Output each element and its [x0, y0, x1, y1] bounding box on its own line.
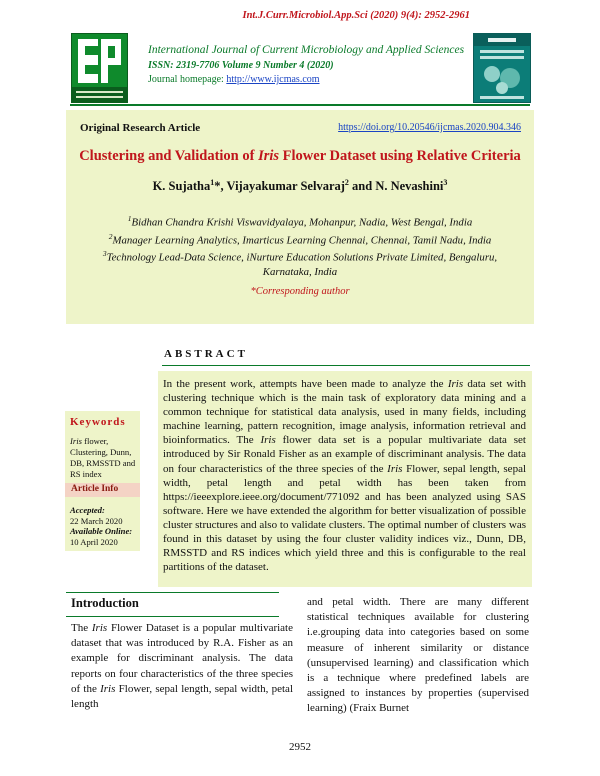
- text-segment: data set with clustering technique which is the main task of exploratory data mining and a common technique for statistical data analysis, used in many fields, including machine learning, pattern recognition, image analysis, information retrieval and bioinformatics. The: [163, 378, 526, 447]
- keywords-list: [70, 436, 138, 480]
- journal-cover-thumbnail: [473, 33, 531, 103]
- abstract-divider: [162, 365, 530, 366]
- homepage-label: Journal homepage:: [148, 74, 227, 85]
- text-segment: The: [71, 622, 92, 634]
- doi-link[interactable]: https://doi.org/10.20546/ijcmas.2020.904.346: [338, 122, 521, 133]
- page-number: 2952: [289, 741, 311, 753]
- title-part-2: Iris: [258, 148, 280, 164]
- text-segment: In the present work, attempts have been made to analyze the: [163, 378, 448, 390]
- journal-name: International Journal of Current Microbiology and Applied Sciences: [148, 44, 465, 56]
- article-type: Original Research Article: [80, 122, 201, 134]
- available-label: Available Online:: [70, 526, 133, 536]
- affiliation-number: 3: [102, 249, 107, 259]
- homepage-link[interactable]: http://www.ijcmas.com: [226, 74, 320, 85]
- keyword-rest: flower, Clustering, Dunn, DB, RMSSTD and RS index: [70, 436, 136, 479]
- publisher-logo: [71, 33, 128, 103]
- affiliation-number: 1: [127, 214, 132, 223]
- keyword-italic: Iris: [70, 436, 82, 446]
- title-part-3: Flower Dataset using Relative Criteria: [279, 148, 521, 164]
- affiliation-number: 2: [108, 231, 113, 241]
- abstract-body: [163, 377, 526, 574]
- article-dates: [70, 505, 140, 547]
- italic-term: Iris: [91, 622, 108, 634]
- title-part-1: Clustering and Validation of: [79, 148, 259, 164]
- available-date: 10 April 2020: [70, 536, 118, 547]
- author-affiliation-marker: 1: [210, 178, 215, 187]
- text-segment: Flower, sepal length, sepal width, petal length: [71, 682, 293, 711]
- intro-right-column: and petal width. There are many different statistical techniques available for clustering i.e.grouping data into categories based on some measure of inherent similarity or distance (unsupervised learning) and classification which is a technique where predefined labels are assigned to instances by properties (supervised learning) (Fraix Burnet: [307, 596, 529, 715]
- italic-term: Iris: [100, 682, 116, 695]
- article-info-heading: Article Info: [71, 484, 119, 494]
- author-name: N. Nevashini: [375, 179, 444, 194]
- journal-cover-graphic: [474, 34, 530, 102]
- author-list: K. Sujatha$^1$*, Vijayakumar Selvaraj$^2$ and N. Nevashini$^3$: [152, 178, 448, 194]
- intro-left-column: [71, 621, 293, 712]
- affiliation-item: [80, 212, 520, 230]
- text-segment: flower data set is a popular multivariate data set introduced by Sir Ronald Fisher as an example of discriminant analysis. The data on four characteristics of the three species of the: [163, 434, 526, 475]
- affiliation-item: [80, 247, 520, 279]
- intro-divider-top: [66, 592, 279, 593]
- author-affiliation-marker: 2: [344, 178, 349, 187]
- affiliation-text: Technology Lead-Data Science, iNurture Education Solutions Private Limited, Bengaluru, Karnataka, India: [106, 251, 498, 278]
- accepted-label: Accepted:: [70, 505, 105, 515]
- author-affiliation-marker: 3: [443, 178, 448, 187]
- journal-citation: Int.J.Curr.Microbiol.App.Sci (2020) 9(4): 2952-2961: [242, 10, 470, 21]
- affiliation-list: [80, 212, 520, 279]
- italic-term: Iris: [260, 434, 276, 447]
- author-name: K. Sujatha: [152, 179, 211, 194]
- affiliation-text: Manager Learning Analytics, Imarticus Learning Chennai, Chennai, Tamil Nadu, India: [112, 234, 492, 247]
- paper-title: [70, 148, 530, 165]
- corresponding-marker: *: [214, 179, 221, 194]
- italic-term: Iris: [387, 462, 403, 475]
- text-segment: Flower, sepal length, sepal width, petal length and petal width has been taken from https://ieeexplore.ieee.org/document/771092 and has been analyzed using SAS software. Here we have extended the algorithm for better visualization of possible cluster structures and also to validate clusters. The optimal number of clusters was found in this dataset by using the four cluster validity indices viz., Dunn, DB, RMSSTD and RS indices which yield three and this is configurable to the real partitions of the dataset.: [163, 462, 527, 574]
- affiliation-text: Bidhan Chandra Krishi Viswavidyalaya, Mohanpur, Nadia, West Bengal, India: [131, 216, 473, 229]
- intro-divider-bottom: [66, 616, 279, 617]
- keywords-heading: Keywords: [70, 416, 126, 428]
- introduction-heading: Introduction: [71, 596, 139, 610]
- journal-homepage-line: [148, 74, 478, 85]
- affiliation-item: [80, 230, 520, 248]
- accepted-date: 22 March 2020: [70, 515, 123, 526]
- text-segment: Flower Dataset is a popular multivariate dataset that was introduced by R.A. Fisher as an example for discriminant analysis. The data reports on four characteristics of the three species of the: [71, 622, 293, 695]
- abstract-heading: ABSTRACT: [164, 348, 248, 360]
- publisher-logo-graphic: [72, 34, 127, 102]
- header-divider: [70, 104, 530, 106]
- corresponding-author-note: *Corresponding author: [250, 286, 350, 297]
- italic-term: Iris: [447, 378, 464, 390]
- author-name: Vijayakumar Selvaraj: [226, 179, 345, 194]
- issn-volume-line: ISSN: 2319-7706 Volume 9 Number 4 (2020): [148, 60, 334, 71]
